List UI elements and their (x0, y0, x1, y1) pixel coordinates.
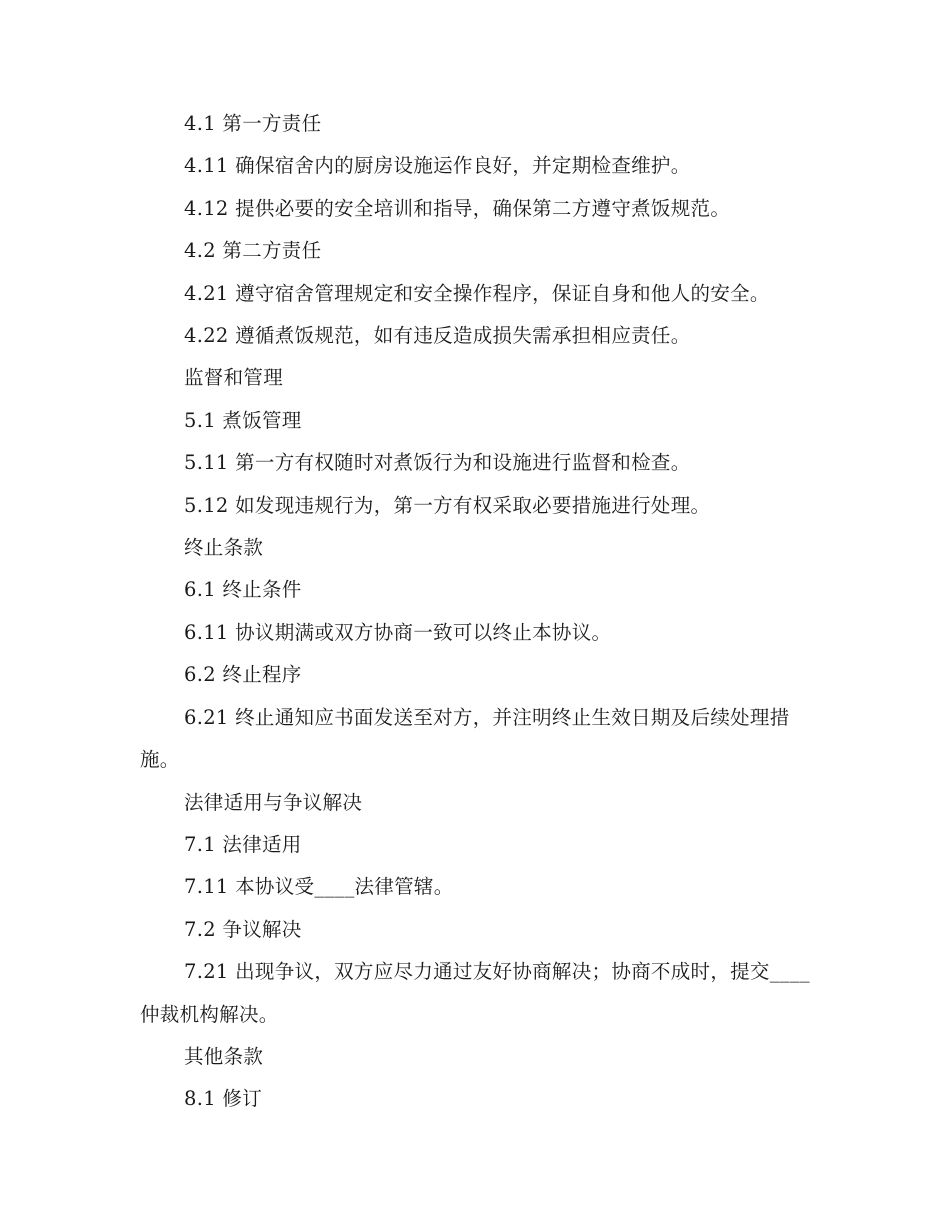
section-heading: 法律适用与争议解决 (184, 790, 363, 814)
paragraph: 4.2 第二方责任 (184, 239, 322, 263)
paragraph: 6.11 协议期满或双方协商一致可以终止本协议。 (184, 620, 612, 644)
paragraph: 8.1 修订 (184, 1087, 263, 1111)
paragraph: 4.11 确保宿舍内的厨房设施运作良好，并定期检查维护。 (184, 154, 691, 178)
paragraph: 7.1 法律适用 (184, 832, 302, 856)
paragraph: 6.2 终止程序 (184, 663, 302, 687)
document-body (140, 103, 820, 1121)
paragraph: 4.12 提供必要的安全培训和指导，确保第二方遵守煮饭规范。 (184, 196, 731, 220)
section-heading: 监督和管理 (184, 366, 284, 390)
paragraph: 4.22 遵循煮饭规范，如有违反造成损失需承担相应责任。 (184, 324, 691, 348)
paragraph: 5.12 如发现违规行为，第一方有权采取必要措施进行处理。 (184, 493, 711, 517)
section-heading: 终止条款 (184, 536, 264, 560)
paragraph: 6.1 终止条件 (184, 578, 302, 602)
paragraph: 4.1 第一方责任 (184, 112, 322, 135)
paragraph: 7.2 争议解决 (184, 917, 302, 941)
paragraph: 5.11 第一方有权随时对煮饭行为和设施进行监督和检查。 (184, 451, 691, 475)
section-heading: 其他条款 (184, 1044, 264, 1068)
paragraph: 7.21 出现争议，双方应尽力通过友好协商解决；协商不成时，提交____仲裁机构解决。 (140, 960, 810, 1026)
paragraph: 7.11 本协议受____法律管辖。 (184, 875, 454, 899)
paragraph: 6.21 终止通知应书面发送至对方，并注明终止生效日期及后续处理措施。 (140, 705, 790, 772)
paragraph: 4.21 遵守宿舍管理规定和安全操作程序，保证自身和他人的安全。 (184, 281, 770, 305)
paragraph: 5.1 煮饭管理 (184, 408, 302, 432)
